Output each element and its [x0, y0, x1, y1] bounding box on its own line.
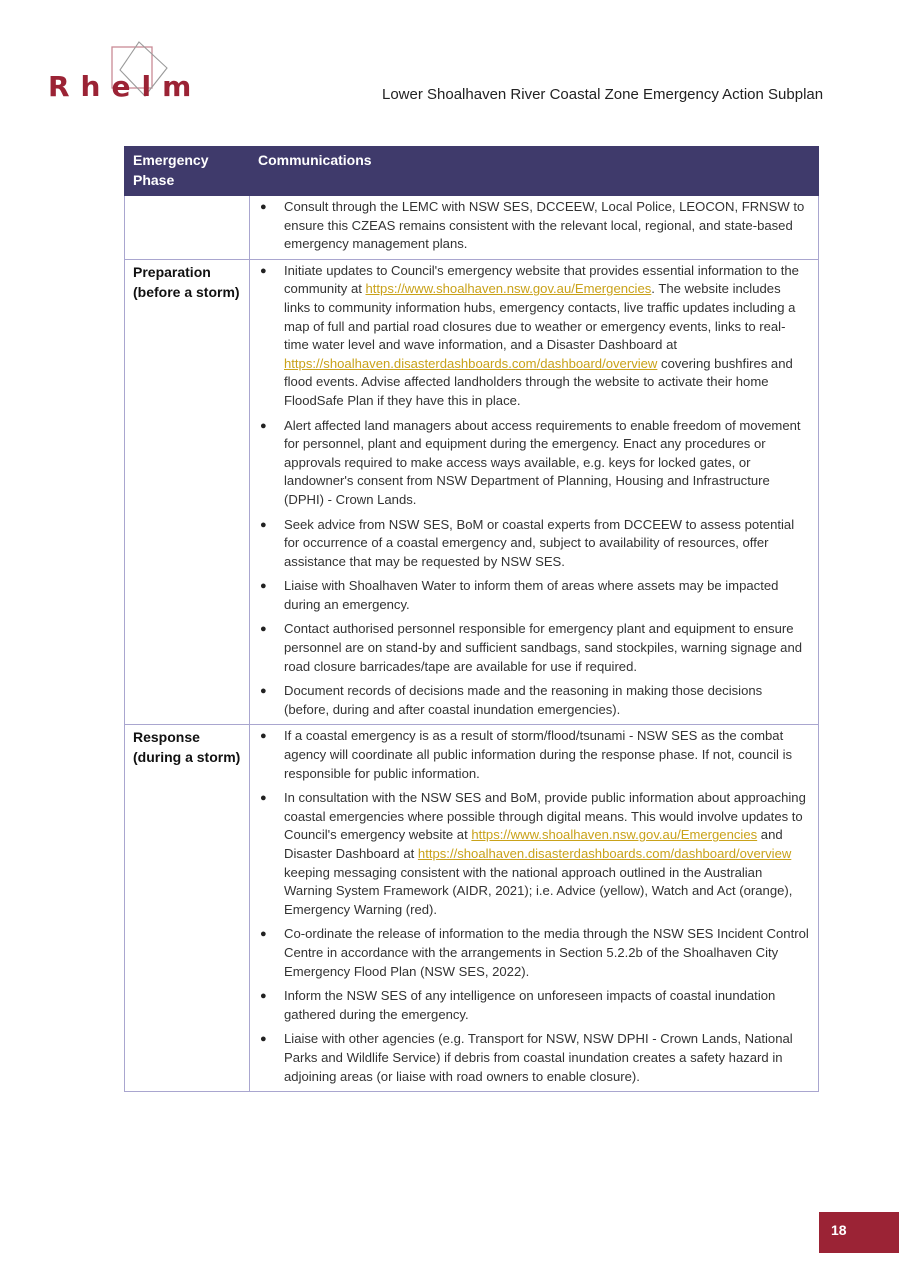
page-number: 18 — [819, 1212, 899, 1253]
list-item — [260, 577, 810, 614]
bullet-icon: ● — [260, 1033, 267, 1046]
item-text: Alert affected land managers about access requirements to enable freedom of movement for personnel, plant and equipment during the emergency. Enact any procedures or approvals required to make access ways available, e.g. keys for locked gates, or landowner's consent from NSW Department of Planning, Housing and Infrastructure (DPHI) - Crown Lands. — [284, 417, 801, 507]
rhelm-logo — [44, 40, 224, 110]
bullet-icon: ● — [260, 792, 267, 805]
list-item — [260, 620, 810, 676]
hyperlink[interactable]: https://shoalhaven.disasterdashboards.com/dashboard/overview — [417, 846, 792, 861]
bullet-icon: ● — [260, 201, 267, 213]
list-item — [260, 516, 810, 572]
list-item — [260, 682, 810, 719]
bullet-icon: ● — [260, 580, 267, 593]
phase-cell: Preparation (before a storm) — [125, 259, 250, 725]
bullet-icon: ● — [260, 518, 267, 531]
list-item — [260, 1030, 810, 1086]
logo-wordmark: Rhelm — [48, 70, 203, 103]
bullet-icon: ● — [260, 264, 267, 277]
communications-cell — [250, 259, 819, 725]
item-text: Liaise with other agencies (e.g. Transport for NSW, NSW DPHI - Crown Lands, National Parks and Wildlife Service) if debris from coastal inundation creates a safety hazard in adjoining areas (or liaise with road owners to enable closure). — [284, 1031, 793, 1084]
bullet-icon: ● — [260, 685, 267, 698]
item-text: . The website includes links to community information hubs, emergency contacts, live traffic updates including a map of full and partial road closures due to weather or emergency events, links to real-time water level and wave information, and a Disaster Dashboard at — [284, 281, 796, 353]
communications-cell — [250, 196, 819, 260]
hyperlink[interactable]: https://shoalhaven.disasterdashboards.com/dashboard/overview — [284, 355, 658, 371]
communications-table — [124, 146, 819, 1092]
action-list — [258, 727, 810, 1086]
table-row — [125, 196, 819, 260]
action-list — [258, 262, 810, 720]
bullet-icon: ● — [260, 419, 267, 432]
phase-cell — [125, 196, 250, 260]
item-text: Document records of decisions made and the reasoning in making those decisions (before, during and after coastal inundation emergencies). — [284, 683, 763, 717]
table-body — [125, 196, 819, 1092]
item-text: Seek advice from NSW SES, BoM or coastal experts from DCCEEW to assess potential for occurrence of a coastal emergency and, subject to availability of resources, offer assistance that may be requested by NSW SES. — [284, 516, 795, 569]
list-item — [260, 198, 810, 254]
hyperlink[interactable]: https://www.shoalhaven.nsw.gov.au/Emergencies — [471, 827, 758, 843]
list-item — [260, 789, 810, 919]
bullet-icon: ● — [260, 623, 267, 636]
bullet-icon: ● — [260, 990, 267, 1003]
action-list — [258, 198, 810, 254]
column-header-phase: Emergency Phase — [125, 147, 250, 196]
item-text: Contact authorised personnel responsible for emergency plant and equipment to ensure personnel are on stand-by and sufficient sandbags, sand stockpiles, warning signage and road closure barricades/tape are available for use if required. — [284, 621, 803, 674]
communications-cell — [250, 725, 819, 1092]
list-item — [260, 727, 810, 783]
bullet-icon: ● — [260, 928, 267, 941]
list-item — [260, 987, 810, 1024]
document-title: Lower Shoalhaven River Coastal Zone Emergency Action Subplan — [382, 86, 824, 103]
phase-cell: Response (during a storm) — [125, 725, 250, 1092]
column-header-communications: Communications — [250, 147, 819, 196]
item-text: Inform the NSW SES of any intelligence on unforeseen impacts of coastal inundation gathered during the emergency. — [284, 988, 776, 1022]
list-item — [260, 262, 810, 411]
item-text: Initiate updates to Council's emergency website that provides essential information to the community at — [284, 262, 799, 297]
item-text: In consultation with the NSW SES and BoM, provide public information about approaching coastal emergencies where possible through digital means. This would involve updates to Council's emergency website at — [284, 790, 806, 843]
hyperlink[interactable]: https://www.shoalhaven.nsw.gov.au/Emergencies — [365, 281, 652, 297]
item-text: and Disaster Dashboard at — [284, 827, 783, 861]
item-text: Consult through the LEMC with NSW SES, DCCEEW, Local Police, LEOCON, FRNSW to ensure this CZEAS remains consistent with the relevant local, regional, and state-based emergency management plans. — [284, 199, 805, 252]
item-text: Co-ordinate the release of information to the media through the NSW SES Incident Control Centre in accordance with the arrangements in Section 5.2.2b of the Shoalhaven City Emergency Flood Plan (NSW SES, 2022). — [284, 926, 809, 979]
bullet-icon: ● — [260, 730, 267, 743]
list-item — [260, 925, 810, 981]
list-item — [260, 417, 810, 510]
item-text: Liaise with Shoalhaven Water to inform them of areas where assets may be impacted during an emergency. — [284, 578, 779, 612]
item-text: keeping messaging consistent with the national approach outlined in the Australian Warning System Framework (AIDR, 2021); i.e. Advice (yellow), Watch and Act (orange), Emergency Warning (red). — [284, 864, 793, 917]
item-text: covering bushfires and flood events. Advise affected landholders through the website to activate their home FloodSafe Plan if they have this in place. — [284, 355, 793, 408]
table-row — [125, 259, 819, 725]
table-row — [125, 725, 819, 1092]
table-header-row — [125, 147, 819, 196]
item-text: If a coastal emergency is as a result of storm/flood/tsunami - NSW SES as the combat agency will coordinate all public information during the response phase. If not, council is responsible for public information. — [284, 728, 793, 781]
